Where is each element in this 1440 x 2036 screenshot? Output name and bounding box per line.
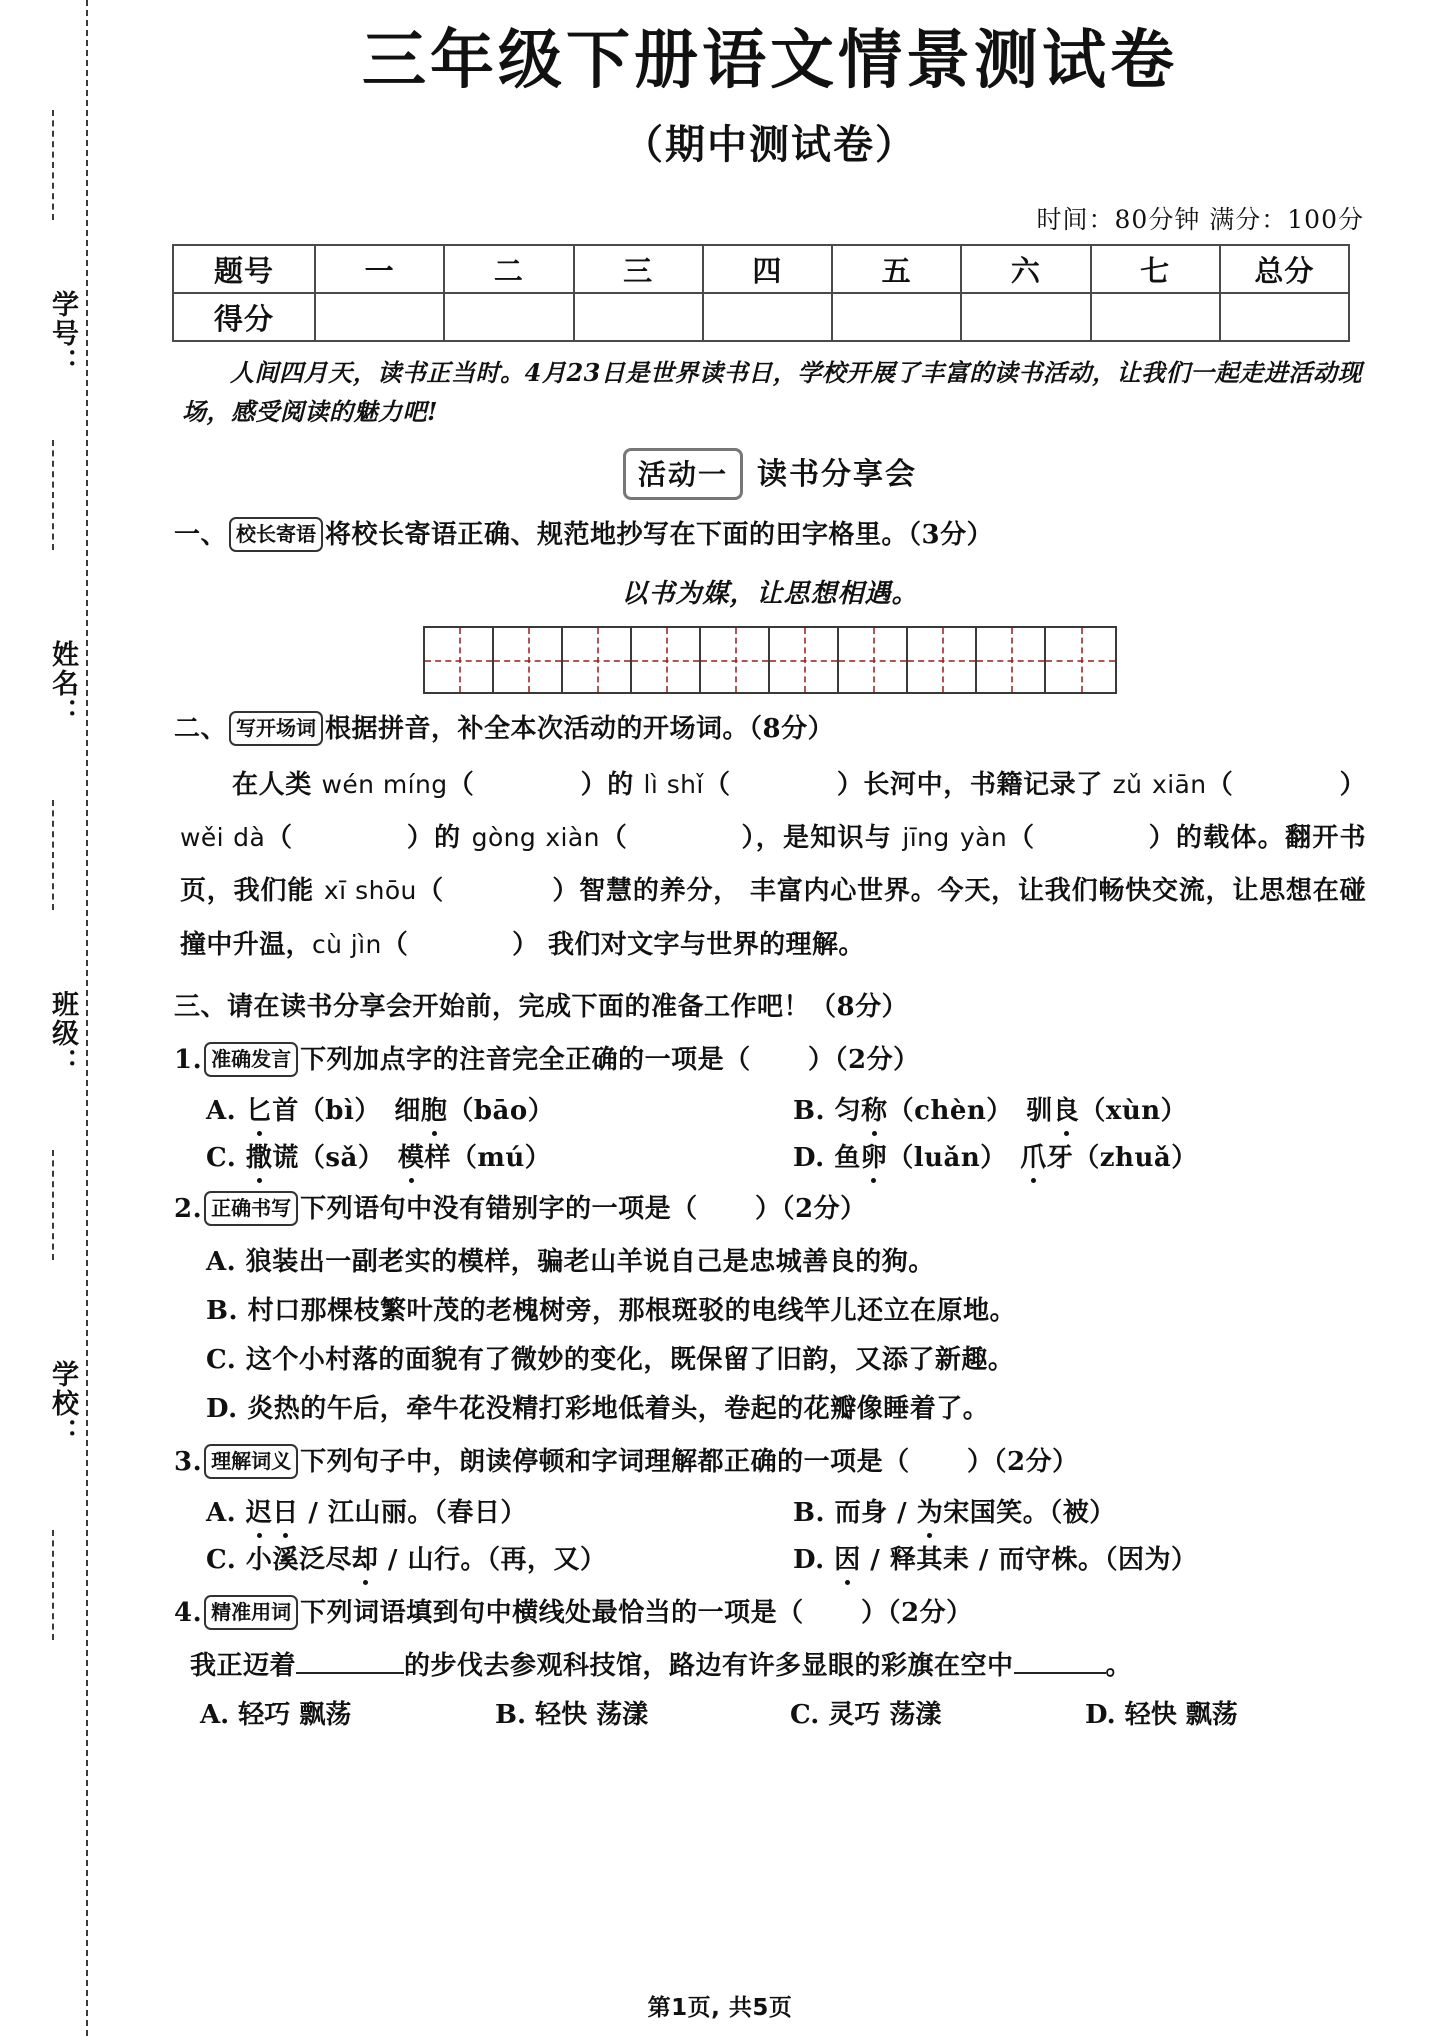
sub4-text-end: ）（2分） [860,1598,973,1629]
tianzige-cell[interactable] [701,628,770,692]
q2-pinyin-gongxian: gòng xiàn [471,823,600,853]
side-tick [52,440,54,550]
sub4-answer-blank[interactable] [804,1598,861,1628]
tianzige-cell[interactable] [977,628,1046,692]
score-col-7: 七 [1091,245,1220,293]
q2-pinyin-zu: zǔ [1112,769,1143,799]
score-table-row-label: 题号 [173,245,315,293]
activity-badge: 活动一 [623,448,743,500]
side-tick [52,1530,54,1640]
activity-header [160,448,1380,500]
sub4-number: 4. [174,1598,203,1629]
option-B[interactable]: B. 轻快 荡漾 [495,1700,649,1731]
page-title: 三年级下册语文情景测试卷 [362,23,1178,98]
score-col-6: 六 [961,245,1090,293]
side-label-column [22,0,82,2036]
tianzige-grid-wrap [160,626,1380,694]
sub1-answer-blank[interactable] [751,1045,808,1075]
q2-l2a: （ [1206,769,1234,800]
q2-l1d: （ [703,769,731,800]
q2-l1e: ）长河中，书籍记录了 [836,769,1113,800]
option-D[interactable]: D. 轻快 飘荡 [1085,1700,1238,1731]
sub1-number: 1. [174,1045,203,1076]
q2-blank-7[interactable] [444,876,552,906]
q2-pinyin-jing: jīng [902,823,950,853]
sub4-tag: 精准用词 [204,1595,298,1630]
q2-l4c: ） [512,929,539,960]
tianzige-cell[interactable] [839,628,908,692]
q2-l3a: （ [1007,823,1036,854]
sub4-sentence-c: 。 [1105,1651,1133,1682]
score-col-2: 二 [444,245,573,293]
q2-pinyin-xian: xiān [1152,769,1207,799]
side-label-class: 班级： [47,990,78,1077]
option-C[interactable]: C. 撒谎（sǎ） 模样（mú） [206,1137,793,1174]
score-cell-4[interactable] [703,293,832,341]
sub-question-1-heading [160,1041,1380,1080]
q2-blank-8[interactable] [408,930,512,960]
sub-question-3-heading [160,1443,1380,1482]
option-D[interactable]: D. 炎热的午后，牵牛花没精打彩地低着头，卷起的花瓣像睡着了。 [206,1394,990,1425]
option-A[interactable]: A. 迟日 / 江山丽。（春日） [206,1492,793,1529]
q2-l2c: （ [265,823,294,854]
question-1-text: 将校长寄语正确、规范地抄写在下面的田字格里。（3分） [325,519,994,550]
score-col-total: 总分 [1220,245,1349,293]
q2-pinyin-wenming: wén míng [321,769,448,799]
question-3-heading [160,988,1380,1027]
question-2-number: 二、 [174,713,228,744]
sub4-sentence-a: 我正迈着 [190,1651,297,1682]
q2-blank-6[interactable] [1035,823,1148,853]
q2-blank-1[interactable] [474,770,580,800]
question-2-text: 根据拼音，补全本次活动的开场词。（8分） [325,713,835,744]
score-col-1: 一 [315,245,444,293]
score-cell-3[interactable] [574,293,703,341]
q2-pinyin-yan: yàn [959,823,1008,853]
sub1-tag: 准确发言 [204,1042,298,1077]
cut-line [86,0,88,2036]
sub1-options-row-1 [160,1090,1380,1127]
sub2-number: 2. [174,1194,203,1225]
q2-blank-3[interactable] [1233,770,1339,800]
tianzige-grid[interactable] [423,626,1117,694]
score-cell-5[interactable] [832,293,961,341]
sub4-sentence [160,1645,1380,1682]
side-tick [52,110,54,220]
q2-l5: 我们对文字与世界的理解。 [547,929,865,960]
sub2-text-end: ）（2分） [754,1194,867,1225]
side-label-student-id: 学号： [47,290,78,377]
option-A[interactable]: A. 匕首（bì） 细胞（bāo） [206,1090,793,1127]
exam-meta: 时间：80分钟 满分：100分 [1036,205,1364,235]
score-table [172,244,1350,342]
question-1-tag: 校长寄语 [229,517,323,552]
q2-l3c: （ [416,876,444,907]
question-1-number: 一、 [174,519,228,550]
side-label-name: 姓名： [47,640,78,727]
q2-l2b: ） [1339,769,1367,800]
sub4-blank-2[interactable] [1014,1672,1106,1674]
q2-l4a: 丰富内心世界。今天，让我们畅快交流，让思想在碰撞中升温， [180,876,1367,960]
question-3-number: 三、 [174,992,228,1023]
sub3-options-row-1 [160,1492,1380,1529]
sub3-text: 下列句子中，朗读停顿和字词理解都正确的一项是（ [300,1447,910,1478]
tianzige-cell[interactable] [494,628,563,692]
sub3-answer-blank[interactable] [910,1447,967,1477]
q2-blank-5[interactable] [628,823,741,853]
question-2-heading [160,710,1380,749]
table-row-score [173,293,1349,341]
option-B[interactable]: B. 而身 / 为宋国笑。（被） [793,1492,1380,1529]
score-table-score-label: 得分 [173,293,315,341]
sub4-blank-1[interactable] [296,1672,404,1674]
page-subtitle: （期中测试卷） [623,121,917,169]
tianzige-cell[interactable] [632,628,701,692]
q2-l3b: ）的载体。翻开书页，我们能 [180,823,1367,907]
q2-pinyin-weida: wěi dà [180,823,266,853]
option-D[interactable]: D. 因 / 释其耒 / 而守株。（因为） [793,1539,1380,1576]
q2-l2d: ）的 [406,823,472,854]
sub3-tag: 理解词义 [204,1444,298,1479]
option-C[interactable]: C. 灵巧 荡漾 [790,1700,942,1731]
score-col-3: 三 [574,245,703,293]
sub3-text-end: ）（2分） [966,1447,1079,1478]
sub-question-4-heading [160,1594,1380,1633]
side-label-school: 学校： [47,1360,78,1447]
tianzige-cell[interactable] [425,628,494,692]
sub1-options-row-2 [160,1137,1380,1174]
sub4-options-row [160,1694,1380,1731]
score-cell-1[interactable] [315,293,444,341]
option-C[interactable]: C. 小溪泛尽却 / 山行。（再，又） [206,1539,793,1576]
option-D[interactable]: D. 鱼卵（luǎn） 爪牙（zhuǎ） [793,1137,1380,1174]
q2-l1a: 在人类 [232,769,322,800]
question-1-heading [160,516,1380,555]
score-col-4: 四 [703,245,832,293]
q2-blank-2[interactable] [731,770,837,800]
q2-pinyin-cujin: cù jìn [312,929,382,959]
activity-name: 读书分享会 [757,456,917,492]
q2-l3d: ）智慧的养分， [552,876,741,907]
score-cell-2[interactable] [444,293,573,341]
score-cell-total[interactable] [1220,293,1349,341]
sub1-text-end: ）（2分） [807,1045,920,1076]
copy-sentence: 以书为媒，让思想相遇。 [621,578,919,609]
table-row-header [173,245,1349,293]
score-cell-7[interactable] [1091,293,1220,341]
tianzige-cell[interactable] [770,628,839,692]
sub3-number: 3. [174,1447,203,1478]
sub2-answer-blank[interactable] [698,1194,755,1224]
intro-paragraph: 人间四月天，读书正当时。4月23日是世界读书日，学校开展了丰富的读书活动，让我们一起走进活动现场，感受阅读的魅力吧! [182,358,1362,426]
option-B[interactable]: B. 匀称（chèn） 驯良（xùn） [793,1090,1380,1127]
q2-l4b: （ [381,929,409,960]
sub-question-2-heading [160,1190,1380,1229]
tianzige-cell[interactable] [1046,628,1115,692]
option-A[interactable]: A. 轻巧 飘荡 [200,1700,352,1731]
tianzige-cell[interactable] [908,628,977,692]
sub1-text: 下列加点字的注音完全正确的一项是（ [300,1045,751,1076]
sub4-text: 下列词语填到句中横线处最恰当的一项是（ [300,1598,804,1629]
option-C[interactable]: C. 这个小村落的面貌有了微妙的变化，既保留了旧韵，又添了新趣。 [206,1345,1015,1376]
sub2-tag: 正确书写 [204,1191,298,1226]
side-tick [52,1150,54,1260]
sub4-sentence-b: 的步伐去参观科技馆，路边有许多显眼的彩旗在空中 [404,1651,1014,1682]
score-cell-6[interactable] [961,293,1090,341]
question-2-body [160,759,1380,972]
sub2-text: 下列语句中没有错别字的一项是（ [300,1194,698,1225]
score-col-5: 五 [832,245,961,293]
sub3-options-row-2 [160,1539,1380,1576]
side-tick [52,800,54,910]
option-B[interactable]: B. 村口那棵枝繁叶茂的老槐树旁，那根斑驳的电线竿儿还立在原地。 [206,1296,1017,1327]
q2-l2f: ），是知识与 [741,823,903,854]
q2-pinyin-lishi: lì shǐ [643,769,704,799]
tianzige-cell[interactable] [563,628,632,692]
q2-blank-4[interactable] [293,823,406,853]
q2-pinyin-xishou: xī shōu [323,876,417,906]
q2-l1c: ）的 [580,769,644,800]
q2-l2e: （ [599,823,629,854]
page-footer: 第1页, 共5页 [647,1995,793,2021]
question-3-text: 请在读书分享会开始前，完成下面的准备工作吧！（8分） [227,992,909,1023]
q2-l1b: （ [447,769,475,800]
question-2-tag: 写开场词 [229,711,323,746]
exam-page [120,0,1420,1731]
option-A[interactable]: A. 狼装出一副老实的模样，骗老山羊说自己是忠城善良的狗。 [206,1247,935,1278]
